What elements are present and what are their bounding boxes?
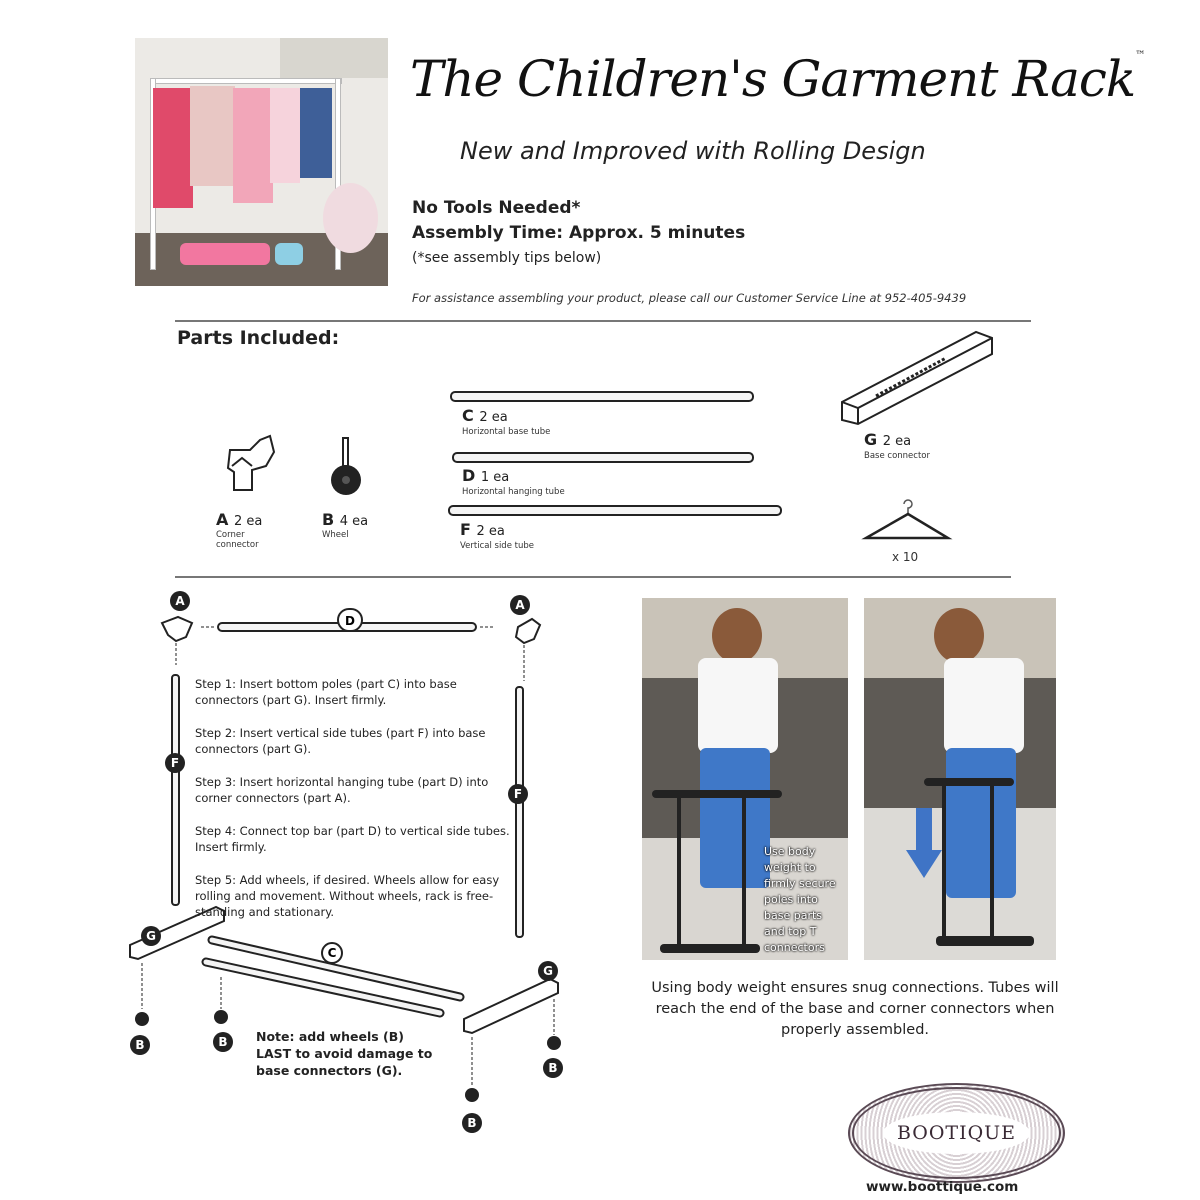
part-a-desc: Corner connector (216, 530, 259, 550)
part-b-desc: Wheel (322, 530, 349, 540)
part-g-label: G 2 ea (864, 430, 912, 449)
brand-logo-text: BOOTIQUE (883, 1112, 1030, 1154)
customer-service-text: For assistance assembling your product, please call our Customer Service Line at 952-405-9439 (412, 291, 967, 305)
label-f: F (513, 787, 523, 801)
assembly-time-text: Assembly Time: Approx. 5 minutes (412, 223, 746, 243)
label-b: B (218, 1035, 228, 1049)
step-3: Step 3: Insert horizontal hanging tube (part D) into corner connectors (part A). (195, 775, 489, 805)
step-2: Step 2: Insert vertical side tubes (part F) into base connectors (part G). (195, 726, 486, 756)
wheels-note: Note: add wheels (B) LAST to avoid damage to base connectors (G). (256, 1029, 433, 1078)
part-c-desc: Horizontal base tube (462, 427, 551, 437)
step-4: Step 4: Connect top bar (part D) to vertical side tubes. Insert firmly. (195, 824, 510, 854)
down-arrow-icon (906, 808, 942, 880)
base-connector-right (464, 979, 558, 1033)
assembly-photo-left (642, 598, 848, 960)
tube-f (448, 505, 782, 516)
assembly-caption: Using body weight ensures snug connections. Tubes will reach the end of the base and corner connectors when properly assembled. (651, 980, 1059, 1038)
photo-overlay-text: Use body weight to firmly secure poles into base parts and top T connectors (764, 845, 836, 954)
divider (175, 576, 1011, 578)
assembly-info (412, 196, 745, 271)
product-photo (135, 38, 388, 286)
tube-d (452, 452, 754, 463)
corner-connector-left (162, 617, 192, 641)
website-link[interactable]: www.boottique.com (866, 1179, 1019, 1195)
label-b: B (548, 1061, 558, 1075)
label-b: B (135, 1038, 145, 1052)
step-5: Step 5: Add wheels, if desired. Wheels allow for easy rolling and movement. Without wheels, rack is free-standing and stationary. (195, 873, 500, 919)
document-title: The Children's Garment Rack™ (410, 50, 1145, 108)
assembly-photo-right (864, 598, 1056, 960)
corner-connector-right (516, 619, 540, 643)
part-d-desc: Horizontal hanging tube (462, 487, 565, 497)
label-d: D (345, 614, 355, 628)
vertical-tube-right (513, 687, 523, 937)
label-a: A (515, 598, 525, 612)
part-d-label: D 1 ea (462, 466, 510, 485)
tube-c (450, 391, 754, 402)
label-g: G (146, 929, 156, 943)
part-f-desc: Vertical side tube (460, 541, 534, 551)
label-a: A (175, 594, 185, 608)
label-b: B (467, 1116, 477, 1130)
step-1: Step 1: Insert bottom poles (part C) into base connectors (part G). Insert firmly. (195, 677, 457, 707)
divider (175, 320, 1031, 322)
label-f: F (170, 756, 180, 770)
corner-connector-icon (222, 432, 282, 494)
brand-logo (848, 1083, 1065, 1183)
part-a-label: A 2 ea (216, 510, 263, 529)
label-g: G (543, 964, 553, 978)
tips-note: (*see assembly tips below) (412, 250, 602, 266)
part-g-desc: Base connector (864, 451, 930, 461)
hanger-count: x 10 (892, 550, 919, 564)
part-c-label: C 2 ea (462, 406, 508, 425)
document-subtitle: New and Improved with Rolling Design (460, 137, 926, 165)
part-b-label: B 4 ea (322, 510, 369, 529)
part-f-label: F 2 ea (460, 520, 505, 539)
label-c: C (327, 946, 337, 960)
hanger-icon (860, 492, 954, 544)
no-tools-text: No Tools Needed* (412, 198, 581, 218)
base-connector-icon (836, 324, 998, 430)
assembly-steps (195, 676, 515, 937)
parts-title: Parts Included: (177, 327, 340, 349)
vertical-tube-left (172, 675, 179, 905)
wheel-icon (326, 436, 366, 498)
